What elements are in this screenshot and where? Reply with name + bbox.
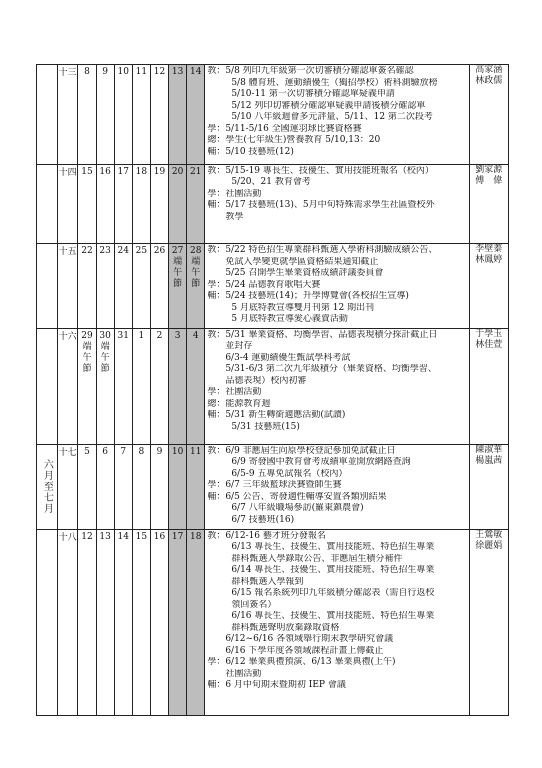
event-line — [207, 399, 466, 411]
day-cell: 28 端午節 — [187, 244, 205, 329]
day-cell: 9 — [96, 65, 114, 165]
event-category: 學： — [207, 480, 226, 491]
event-line — [207, 480, 466, 492]
events-cell — [205, 529, 469, 715]
event-text: 5/24 品德教育歌唱大賽 — [225, 279, 321, 290]
day-cell: 13 — [96, 529, 114, 715]
event-category: 總： — [207, 398, 226, 409]
events-cell — [205, 164, 469, 243]
event-line — [207, 268, 466, 280]
events-cell — [205, 244, 469, 329]
day-cell: 18 — [187, 529, 205, 715]
event-line — [207, 577, 466, 589]
event-text: 領回簽名） — [231, 599, 277, 610]
event-line — [207, 341, 466, 353]
event-line — [207, 565, 466, 577]
day-cell: 24 — [114, 244, 132, 329]
event-line — [207, 634, 466, 646]
event-category: 總： — [207, 135, 226, 145]
event-text: 5/12 列印切審積分確認單疑義申請後積分確認單 — [231, 100, 426, 111]
week-row — [37, 529, 509, 715]
staff-cell — [469, 529, 508, 715]
event-line — [207, 200, 466, 212]
day-cell: 31 — [114, 328, 132, 444]
event-line — [207, 66, 466, 78]
day-cell: 15 — [132, 529, 150, 715]
event-text: 6/9 寄發國中教育會考成績單並開放網路查詢 — [231, 457, 411, 468]
event-text: 並封存 — [225, 341, 253, 352]
calendar-body — [37, 65, 509, 716]
event-text: 免試入學變更就學區資格結果通知截止 — [225, 256, 379, 267]
staff-name: 林佳萱 — [475, 339, 503, 350]
day-cell: 30 端午節 — [96, 328, 114, 444]
week-row — [37, 164, 509, 243]
event-line — [207, 531, 466, 543]
event-line — [207, 376, 466, 388]
event-text: 教學 — [225, 211, 244, 222]
month-cell — [37, 328, 58, 444]
staff-cell — [469, 244, 508, 329]
event-category: 教： — [207, 445, 226, 456]
event-text: 6/12 畢業典禮預演、6/13 畢業典禮(上午) — [225, 657, 396, 668]
day-cell: 13 — [169, 65, 187, 165]
event-text: 6/5-9 五專免試報名（校內） — [231, 468, 348, 479]
event-text: 6/16 專長生、技優生、實用技能班、特色招生專業 — [231, 611, 435, 622]
day-cell: 3 — [169, 328, 187, 444]
event-line — [207, 280, 466, 292]
event-line — [207, 469, 466, 481]
week-row — [37, 328, 509, 444]
event-line — [207, 124, 466, 136]
event-line — [207, 600, 466, 612]
event-text: 6/9 非應屆生向原學校登記參加免試截止日 — [225, 445, 396, 456]
event-category: 輔： — [207, 410, 226, 421]
week-row — [37, 244, 509, 329]
event-category: 教： — [207, 245, 226, 255]
event-text: 5/10-11 第一次切審積分確認單疑義申請 — [231, 89, 395, 99]
event-line — [207, 189, 466, 201]
day-cell: 20 — [169, 164, 187, 243]
day-cell: 29 端午節 — [78, 328, 96, 444]
event-text: 6 月中旬期末暨期初 IEP 會議 — [225, 680, 346, 691]
event-category: 教： — [207, 329, 226, 340]
day-cell: 10 — [114, 65, 132, 165]
event-text: 社團活動 — [225, 668, 262, 679]
event-line — [207, 212, 466, 224]
event-line — [207, 492, 466, 504]
week-row — [37, 65, 509, 165]
event-text: 5/31 畢業資格、均衡學習、品德表現積分採計截止日 — [225, 329, 438, 340]
day-cell: 27 端午節 — [169, 244, 187, 329]
event-text: 品德表現）校內初審 — [225, 375, 307, 386]
staff-name: 于學玉 — [475, 328, 503, 339]
event-text: 5/10 技藝班(12) — [225, 146, 294, 157]
event-text: 6/16 下學年度各領域課程計畫上傳截止 — [225, 645, 384, 656]
day-cell: 17 — [169, 529, 187, 715]
event-category: 輔： — [207, 200, 226, 211]
day-cell: 14 — [114, 529, 132, 715]
event-text: 6/7 八年級職場參訪(羅東鎮農會) — [231, 503, 364, 514]
staff-name: 陳淑華 — [475, 444, 503, 455]
event-line — [207, 680, 466, 692]
event-line — [207, 166, 466, 178]
event-text: 6/14 專長生、技優生、實用技能班、特色招生專業 — [231, 565, 435, 576]
events-cell — [205, 328, 469, 444]
week-number: 十三 — [57, 65, 78, 165]
day-cell: 18 — [132, 164, 150, 243]
event-line — [207, 422, 466, 434]
school-calendar-table — [36, 64, 509, 716]
day-cell: 4 — [187, 328, 205, 444]
event-text: 6/5 公告、寄發適性輔導安置各類別結果 — [225, 491, 387, 502]
event-line — [207, 657, 466, 669]
week-number: 十八 — [57, 529, 78, 715]
week-number: 十四 — [57, 164, 78, 243]
event-line — [207, 446, 466, 458]
staff-name: 王鶯敏 — [475, 529, 503, 540]
event-text: 6/7 三年級籃球決賽暨師生賽 — [225, 480, 342, 491]
event-text: 學生(七年級生)營養教育 5/10,13：20 — [225, 135, 381, 145]
event-text: 能源教育週 — [225, 398, 271, 409]
week-number: 十七 — [57, 444, 78, 529]
event-line — [207, 353, 466, 365]
event-line — [207, 542, 466, 554]
staff-cell — [469, 444, 508, 529]
event-line — [207, 457, 466, 469]
event-text: 5/8 體育班、運動績優生（獨招學校）術科測驗放榜 — [231, 77, 438, 88]
event-line — [207, 303, 466, 315]
month-cell — [37, 244, 58, 329]
event-category: 輔： — [207, 291, 226, 301]
event-text: 6/12~6/16 各領域舉行期末教學研究會議 — [225, 634, 394, 645]
day-cell: 6 — [96, 444, 114, 529]
day-cell: 19 — [150, 164, 168, 243]
day-cell: 10 — [169, 444, 187, 529]
event-line — [207, 135, 466, 147]
event-line — [207, 89, 466, 101]
event-category: 學： — [207, 188, 226, 199]
staff-cell — [469, 328, 508, 444]
month-cell — [37, 444, 58, 529]
day-cell: 21 — [187, 164, 205, 243]
event-text: 5 月底特教宣導雙月刊第 12 期出刊 — [231, 302, 375, 313]
day-cell: 9 — [150, 444, 168, 529]
event-category: 輔： — [207, 146, 226, 157]
event-text: 5/31-6/3 第二次九年級積分（畢業資格、均衡學習、 — [225, 364, 437, 375]
event-category: 學： — [207, 387, 226, 398]
event-text: 5/24 技藝班(14)；升學博覽會(各校招生宣導) — [225, 291, 409, 301]
day-cell: 12 — [78, 529, 96, 715]
day-cell: 26 — [150, 244, 168, 329]
event-category: 輔： — [207, 491, 226, 502]
month-cell — [37, 529, 58, 715]
event-line — [207, 291, 466, 303]
event-text: 群科甄選聲明放棄錄取資格 — [231, 622, 340, 633]
day-cell: 17 — [114, 164, 132, 243]
day-cell: 11 — [132, 65, 150, 165]
event-line — [207, 669, 466, 681]
day-cell: 8 — [132, 444, 150, 529]
staff-name: 楊嵐茜 — [475, 455, 503, 466]
staff-name: 徐麗娟 — [475, 540, 503, 551]
day-cell: 11 — [187, 444, 205, 529]
day-cell: 15 — [78, 164, 96, 243]
staff-name: 劉家源 — [475, 164, 503, 175]
event-text: 5/31 新生轉銜適應活動(試讀) — [225, 410, 346, 421]
event-line — [207, 410, 466, 422]
event-line — [207, 78, 466, 90]
event-line — [207, 330, 466, 342]
event-text: 5/10 八年級週會多元評量、5/11、12 第二次段考 — [231, 112, 433, 122]
events-cell — [205, 444, 469, 529]
event-line — [207, 314, 466, 326]
event-line — [207, 257, 466, 269]
event-category: 學： — [207, 657, 226, 668]
event-line — [207, 177, 466, 189]
event-text: 5/11-5/16 全國運羽球比賽資格賽 — [225, 123, 362, 134]
event-text: 社團活動 — [225, 188, 262, 199]
event-category: 學： — [207, 123, 226, 134]
day-cell: 2 — [150, 328, 168, 444]
event-line — [207, 101, 466, 113]
event-line — [207, 147, 466, 159]
event-category: 教： — [207, 165, 226, 176]
event-text: 5/8 列印九年級第一次切審積分確認單簽名確認 — [225, 66, 414, 76]
day-cell: 14 — [187, 65, 205, 165]
event-text: 5/15-19 專長生、技優生、實用技能班報名（校內） — [225, 165, 434, 176]
staff-name: 林政儒 — [475, 76, 503, 86]
events-cell — [205, 65, 469, 165]
event-text: 6/12-16 藝才班分發報名 — [225, 530, 326, 541]
staff-name: 李壁蓁 — [475, 244, 503, 254]
event-text: 6/7 技藝班(16) — [231, 514, 295, 525]
day-cell: 25 — [132, 244, 150, 329]
week-row — [37, 444, 509, 529]
event-line — [207, 245, 466, 257]
event-text: 群科甄選入學錄取公告、非應屆生積分補件 — [231, 553, 403, 564]
event-text: 5/17 技藝班(13)、5月中旬特殊需求學生社區暨校外 — [225, 200, 435, 211]
event-text: 群科甄選入學報到 — [231, 576, 304, 587]
day-cell: 23 — [96, 244, 114, 329]
month-label: 六月至七月 — [41, 458, 53, 514]
event-line — [207, 588, 466, 600]
event-category: 教： — [207, 66, 226, 76]
staff-name: 高家涵 — [475, 65, 503, 75]
event-line — [207, 554, 466, 566]
event-line — [207, 611, 466, 623]
event-line — [207, 503, 466, 515]
day-cell: 16 — [150, 529, 168, 715]
event-category: 教： — [207, 530, 226, 541]
week-number: 十六 — [57, 328, 78, 444]
event-category: 輔： — [207, 680, 226, 691]
event-text: 5/22 特色招生專業群科甄選入學術科測驗成績公告、 — [225, 245, 438, 255]
event-text: 6/15 報名系統列印九年級積分確認表（需自行返校 — [231, 588, 435, 599]
event-line — [207, 387, 466, 399]
staff-cell — [469, 164, 508, 243]
event-line — [207, 515, 466, 527]
day-cell: 8 — [78, 65, 96, 165]
event-text: 5 月底特教宣導愛心義賣活動 — [231, 314, 348, 324]
week-number: 十五 — [57, 244, 78, 329]
staff-name: 林鳳婷 — [475, 255, 503, 265]
event-text: 社團活動 — [225, 387, 262, 398]
event-text: 6/13 專長生、技優生、實用技能班、特色招生專業 — [231, 542, 435, 553]
staff-name: 傅 偉 — [475, 175, 503, 186]
day-cell: 16 — [96, 164, 114, 243]
month-cell — [37, 164, 58, 243]
event-line — [207, 112, 466, 124]
staff-cell — [469, 65, 508, 165]
event-line — [207, 646, 466, 658]
day-cell: 12 — [150, 65, 168, 165]
event-text: 6/3-4 運動績優生甄試學科考試 — [225, 352, 351, 363]
event-text: 5/31 技藝班(15) — [231, 421, 300, 432]
day-cell: 1 — [132, 328, 150, 444]
day-cell: 7 — [114, 444, 132, 529]
day-cell: 5 — [78, 444, 96, 529]
event-category: 學： — [207, 279, 226, 290]
event-text: 5/20、21 教育會考 — [231, 177, 311, 188]
month-cell — [37, 65, 58, 165]
event-line — [207, 364, 466, 376]
event-line — [207, 623, 466, 635]
event-text: 5/25 召開學生畢業資格成績評議委員會 — [225, 268, 384, 278]
day-cell: 22 — [78, 244, 96, 329]
